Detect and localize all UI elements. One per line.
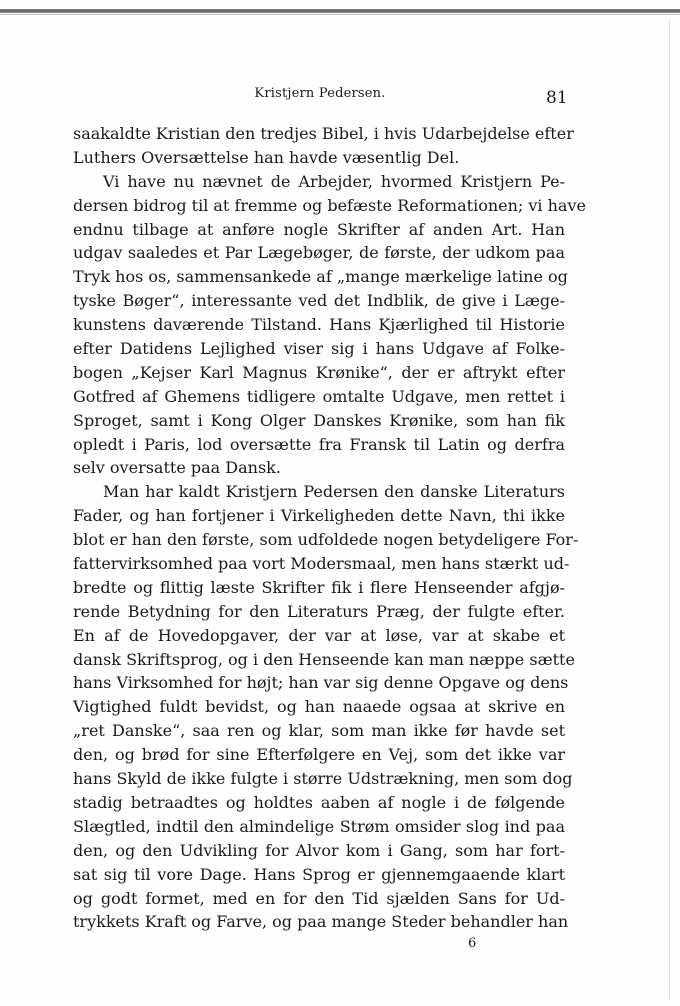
page-right-edge [668, 20, 670, 1000]
page-top-edge [0, 9, 680, 13]
text-line: Gotfred af Ghemens tidligere omtalte Udgave, men rettet i [73, 386, 565, 406]
text-line: dansk Skriftsprog, og i den Henseende kan man næppe sætte [73, 649, 575, 669]
printer-signature: 6 [468, 936, 477, 951]
text-line: rende Betydning for den Literaturs Præg, der fulgte efter. [73, 601, 565, 621]
text-line: bogen „Kejser Karl Magnus Krønike“, der er aftrykt efter [73, 362, 565, 382]
text-line: Tryk hos os, sammensankede af „mange mærkelige latine og [73, 267, 568, 287]
text-line: bredte og flittig læste Skrifter fik i flere Henseender afgjø- [73, 577, 565, 597]
body-text [73, 122, 586, 934]
page-number: 81 [546, 88, 568, 108]
text-line: hans Virksomhed for højt; han var sig denne Opgave og dens [73, 673, 569, 693]
text-line: Vi have nu nævnet de Arbejder, hvormed Kristjern Pe- [103, 171, 565, 191]
text-line: sat sig til vore Dage. Hans Sprog er gjennemgaaende klart [73, 864, 565, 884]
text-line: udgav saaledes et Par Lægebøger, de første, der udkom paa [73, 243, 565, 263]
text-line: og godt formet, med en for den Tid sjælden Sans for Ud- [73, 888, 565, 908]
text-line: fattervirksomhed paa vort Modersmaal, men hans stærkt ud- [73, 554, 570, 574]
text-line: Vigtighed fuldt bevidst, og han naaede ogsaa at skrive en [73, 697, 565, 717]
text-line: dersen bidrog til at fremme og befæste Reformationen; vi have [73, 195, 586, 215]
text-line: hans Skyld de ikke fulgte i større Udstrækning, men som dog [73, 769, 573, 789]
text-line: endnu tilbage at anføre nogle Skrifter af anden Art. Han [73, 219, 565, 239]
text-line: kunstens daværende Tilstand. Hans Kjærlighed til Historie [73, 315, 565, 335]
text-line: opledt i Paris, lod oversætte fra Fransk til Latin og derfra [73, 434, 565, 454]
text-line: Sproget, samt i Kong Olger Danskes Krønike, som han fik [73, 410, 565, 430]
text-line: stadig betraadtes og holdtes aaben af nogle i de følgende [73, 792, 565, 812]
text-line: blot er han den første, som udfoldede nogen betydeligere For- [73, 530, 579, 550]
text-line: trykkets Kraft og Farve, og paa mange Steder behandler han [73, 912, 569, 932]
running-header: Kristjern Pedersen. [254, 86, 386, 101]
page-top-edge-shadow [0, 14, 680, 15]
text-line: „ret Danske“, saa ren og klar, som man ikke før havde set [73, 721, 565, 741]
text-line: efter Datidens Lejlighed viser sig i hans Udgave af Folke- [73, 339, 565, 359]
text-line: En af de Hovedopgaver, der var at løse, var at skabe et [73, 625, 565, 645]
text-line: den, og brød for sine Efterfølgere en Vej, som det ikke var [73, 745, 565, 765]
text-line: Luthers Oversættelse han havde væsentlig Del. [73, 147, 460, 167]
text-line: den, og den Udvikling for Alvor kom i Gang, som har fort- [73, 840, 565, 860]
text-line: Fader, og han fortjener i Virkeligheden dette Navn, thi ikke [73, 506, 565, 526]
text-line: tyske Bøger“, interessante ved det Indblik, de give i Læge- [73, 291, 565, 311]
text-line: selv oversatte paa Dansk. [73, 458, 281, 478]
text-line: Man har kaldt Kristjern Pedersen den danske Literaturs [103, 482, 565, 502]
text-line: saakaldte Kristian den tredjes Bibel, i hvis Udarbejdelse efter [73, 124, 574, 143]
text-line: Slægtled, indtil den almindelige Strøm omsider slog ind paa [73, 816, 565, 836]
